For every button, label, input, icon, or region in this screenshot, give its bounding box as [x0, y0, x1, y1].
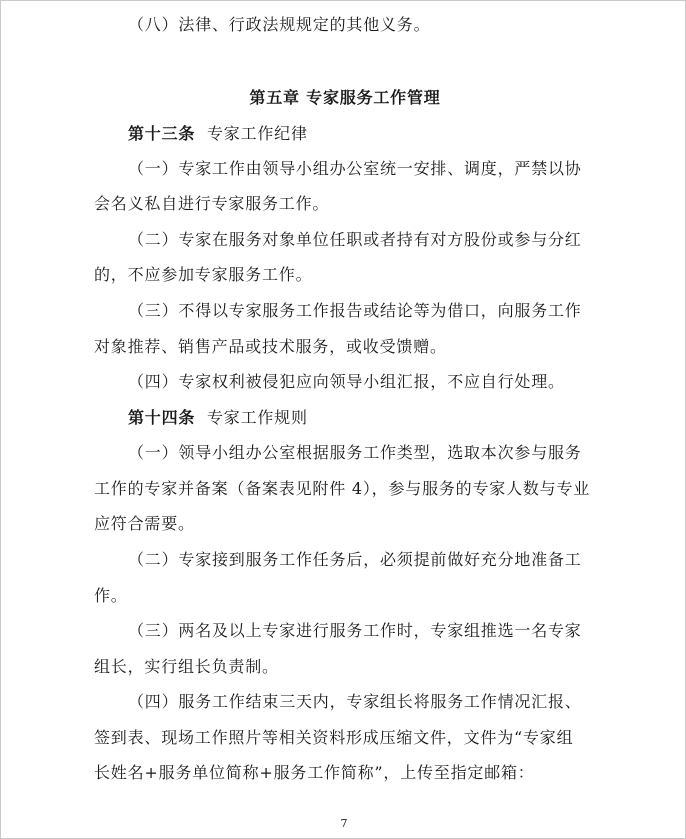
paragraph-line: 的，不应参加专家服务工作。	[94, 265, 313, 284]
paragraph-line: （二）专家接到服务工作任务后，必须提前做好充分地准备工	[128, 550, 582, 569]
paragraph-line: 工作的专家并备案（备案表见附件 4），参与服务的专家人数与专业	[94, 479, 591, 498]
article-13-number: 第十三条	[128, 124, 196, 143]
paragraph-line: 长姓名+服务单位简称+服务工作简称”，上传至指定邮箱：	[94, 763, 535, 782]
paragraph-line: （一）专家工作由领导小组办公室统一安排、调度，严禁以协	[128, 159, 582, 178]
page-number: 7	[340, 817, 348, 830]
paragraph-line: 组长，实行组长负责制。	[94, 657, 279, 676]
paragraph-line: （二）专家在服务对象单位任职或者持有对方股份或参与分红	[128, 230, 582, 249]
paragraph-line: 应符合需要。	[94, 514, 195, 533]
paragraph-line: （四）服务工作结束三天内，专家组长将服务工作情况汇报、	[128, 692, 582, 711]
paragraph-line: 签到表、现场工作照片等相关资料形成压缩文件，文件为“专家组	[94, 728, 574, 747]
article-14-number: 第十四条	[128, 408, 196, 427]
obligation-item-8: （八）法律、行政法规规定的其他义务。	[128, 15, 431, 34]
paragraph-line: （一）领导小组办公室根据服务工作类型，选取本次参与服务	[128, 443, 582, 462]
paragraph-line: 对象推荐、销售产品或技术服务，或收受馈赠。	[94, 337, 447, 356]
paragraph-line: （三）不得以专家服务工作报告或结论等为借口，向服务工作	[128, 301, 582, 320]
paragraph-line: （四）专家权利被侵犯应向领导小组汇报，不应自行处理。	[128, 372, 565, 391]
article-13-heading	[128, 124, 308, 144]
article-14-heading	[128, 408, 308, 428]
paragraph-line: （三）两名及以上专家进行服务工作时，专家组推选一名专家	[128, 621, 582, 640]
paragraph-line: 作。	[94, 586, 128, 605]
chapter-title: 第五章 专家服务工作管理	[249, 88, 441, 107]
article-13-title: 专家工作纪律	[206, 124, 308, 143]
article-14-title: 专家工作规则	[206, 408, 308, 427]
paragraph-line: 会名义私自进行专家服务工作。	[94, 194, 330, 213]
